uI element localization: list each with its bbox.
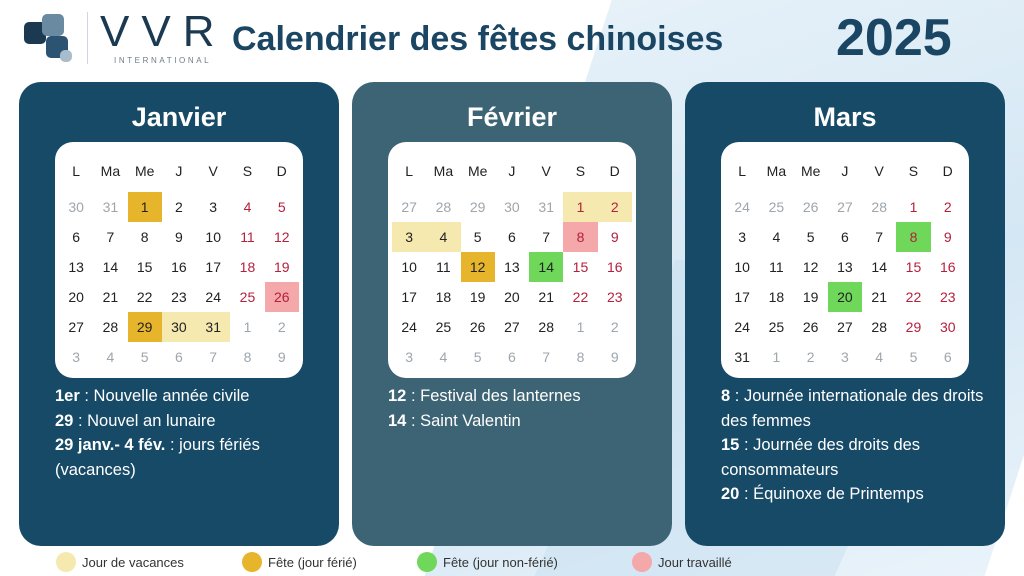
day-cell: 16 <box>939 259 956 275</box>
note-date: 12 <box>388 387 407 405</box>
day-cell: 24 <box>205 289 221 305</box>
brand-name: VVR <box>100 7 227 56</box>
day-cell: 3 <box>72 349 81 365</box>
day-cell: 1 <box>909 199 918 215</box>
day-cell: 25 <box>768 319 785 335</box>
day-cell: 19 <box>273 259 290 275</box>
day-cell: 1 <box>128 192 162 222</box>
month-title: Mars <box>813 102 877 132</box>
month-notes <box>721 384 997 507</box>
weekday-label: Me <box>467 163 488 179</box>
weekday-label: D <box>609 163 620 179</box>
weekday-label: D <box>276 163 287 179</box>
day-cell: 27 <box>401 199 417 215</box>
page-header <box>0 0 1024 80</box>
day-cell: 5 <box>909 349 918 365</box>
weekday-label: V <box>874 163 884 179</box>
day-cell: 24 <box>401 319 417 335</box>
day-cell: 26 <box>265 282 299 312</box>
day-cell: 25 <box>239 289 256 305</box>
weekday-label: Ma <box>433 163 454 179</box>
day-cell: 15 <box>136 259 153 275</box>
day-cell: 22 <box>905 289 922 305</box>
day-cell: 21 <box>102 289 119 305</box>
day-cell: 7 <box>875 229 884 245</box>
day-cell: 30 <box>504 199 520 215</box>
day-cell: 6 <box>943 349 952 365</box>
legend-swatch-icon <box>56 552 76 572</box>
note-item <box>721 482 997 507</box>
brand-subtitle: INTERNATIONAL <box>114 56 212 65</box>
week-row <box>392 282 632 312</box>
day-cell: 2 <box>610 319 619 335</box>
day-cell: 2 <box>943 199 952 215</box>
day-cell: 9 <box>943 229 952 245</box>
day-cell: 26 <box>802 319 819 335</box>
day-cell: 20 <box>828 282 862 312</box>
day-cell: 1 <box>563 192 597 222</box>
day-cell: 7 <box>542 229 551 245</box>
day-cell: 28 <box>871 199 887 215</box>
week-row <box>392 192 632 222</box>
day-cell: 30 <box>162 312 196 342</box>
month-notes <box>55 384 331 482</box>
note-date: 29 janv.- 4 fév. <box>55 436 166 454</box>
note-item <box>55 433 331 482</box>
note-date: 20 <box>721 485 740 503</box>
weekday-label: D <box>942 163 953 179</box>
day-cell: 24 <box>734 199 750 215</box>
day-cell: 13 <box>68 259 84 275</box>
note-text: : Festival des lanternes <box>406 387 581 405</box>
day-cell: 29 <box>469 199 486 215</box>
day-cell: 25 <box>768 199 785 215</box>
day-cell: 10 <box>734 259 750 275</box>
day-cell: 5 <box>806 229 815 245</box>
day-cell: 1 <box>772 349 781 365</box>
day-cell: 4 <box>875 349 884 365</box>
day-cell: 10 <box>205 229 221 245</box>
day-cell: 15 <box>572 259 589 275</box>
day-cell: 7 <box>106 229 115 245</box>
day-cell: 29 <box>128 312 162 342</box>
week-row <box>59 342 299 372</box>
day-cell: 9 <box>175 229 183 245</box>
day-cell: 5 <box>473 349 482 365</box>
day-cell: 9 <box>277 349 286 365</box>
day-cell: 29 <box>905 319 922 335</box>
legend-swatch-icon <box>242 552 262 572</box>
week-row <box>392 342 632 372</box>
day-cell: 6 <box>841 229 849 245</box>
legend-item <box>56 552 184 572</box>
day-cell: 26 <box>469 319 486 335</box>
day-cell: 4 <box>106 349 115 365</box>
day-cell: 12 <box>273 229 290 245</box>
note-text: : Nouvel an lunaire <box>73 411 216 430</box>
day-cell: 7 <box>542 349 551 365</box>
week-row <box>725 252 965 282</box>
day-cell: 11 <box>240 229 255 245</box>
week-row <box>392 252 632 282</box>
note-item <box>55 409 331 434</box>
day-cell: 8 <box>576 349 585 365</box>
day-cell: 28 <box>102 319 119 335</box>
note-date: 15 <box>721 436 740 454</box>
day-cell: 21 <box>871 289 887 305</box>
day-cell: 25 <box>435 319 452 335</box>
day-cell: 16 <box>606 259 623 275</box>
day-cell: 27 <box>837 319 853 335</box>
day-cell: 8 <box>563 222 597 252</box>
month-card-mars <box>685 82 1005 546</box>
day-cell: 19 <box>469 289 486 305</box>
note-date: 1er <box>55 387 80 405</box>
day-cell: 28 <box>538 319 554 335</box>
weekday-label: L <box>738 163 747 179</box>
day-cell: 22 <box>572 289 589 305</box>
day-cell: 17 <box>401 289 417 305</box>
day-cell: 2 <box>806 349 815 365</box>
weekday-label: Me <box>800 163 821 179</box>
note-item <box>388 409 664 434</box>
weekday-label: S <box>908 163 919 179</box>
week-row <box>59 192 299 222</box>
day-cell: 5 <box>277 199 286 215</box>
legend-label: Jour de vacances <box>82 554 184 570</box>
week-row <box>392 312 632 342</box>
note-text: : Saint Valentin <box>406 411 521 430</box>
month-title: Janvier <box>131 102 227 132</box>
note-text: : Équinoxe de Printemps <box>739 485 924 503</box>
week-row <box>59 282 299 312</box>
day-cell: 11 <box>436 259 451 275</box>
legend-label: Fête (jour non-férié) <box>443 554 558 570</box>
day-cell: 27 <box>68 319 84 335</box>
day-cell: 2 <box>598 192 632 222</box>
day-cell: 5 <box>473 229 482 245</box>
calendar-grid <box>721 142 969 378</box>
note-date: 14 <box>388 411 407 430</box>
note-date: 8 <box>721 387 731 405</box>
legend-item <box>632 552 732 572</box>
day-cell: 3 <box>738 229 747 245</box>
week-row <box>392 222 632 252</box>
weekday-label: S <box>242 163 253 179</box>
day-cell: 14 <box>529 252 563 282</box>
note-item <box>55 384 331 409</box>
weekday-label: V <box>208 163 218 179</box>
legend-label: Jour travaillé <box>658 554 732 570</box>
page-title: Calendrier des fêtes chinoises <box>232 20 724 58</box>
week-row <box>59 222 299 252</box>
day-cell: 20 <box>504 289 520 305</box>
day-cell: 30 <box>939 319 956 335</box>
weekday-label: Ma <box>100 163 121 179</box>
day-cell: 15 <box>905 259 922 275</box>
day-cell: 17 <box>734 289 750 305</box>
day-cell: 27 <box>837 199 853 215</box>
vvr-logo-icon <box>24 14 76 64</box>
legend-swatch-icon <box>632 552 652 572</box>
day-cell: 24 <box>734 319 750 335</box>
month-card-fevrier <box>352 82 672 546</box>
note-item <box>388 384 664 409</box>
day-cell: 6 <box>508 229 516 245</box>
weekday-label: J <box>175 163 183 179</box>
day-cell: 23 <box>939 289 956 305</box>
note-text: : Journée des droits des consommateurs <box>721 436 921 479</box>
day-cell: 6 <box>175 349 183 365</box>
day-cell: 12 <box>461 252 495 282</box>
day-cell: 3 <box>209 199 218 215</box>
note-item <box>721 433 997 482</box>
weekday-label: Ma <box>766 163 787 179</box>
day-cell: 4 <box>426 222 460 252</box>
weekday-label: S <box>575 163 586 179</box>
day-cell: 3 <box>841 349 849 365</box>
day-cell: 1 <box>576 319 585 335</box>
day-cell: 31 <box>734 349 750 365</box>
legend-label: Fête (jour férié) <box>268 554 357 570</box>
month-card-janvier <box>19 82 339 546</box>
week-row <box>725 222 965 252</box>
note-item <box>721 384 997 433</box>
day-cell: 2 <box>277 319 286 335</box>
day-cell: 13 <box>837 259 853 275</box>
day-cell: 31 <box>102 199 119 215</box>
calendar-grid <box>55 142 303 378</box>
weekday-label: L <box>405 163 414 179</box>
month-notes <box>388 384 664 433</box>
weekday-label: J <box>508 163 516 179</box>
weekday-header <box>59 160 299 182</box>
legend <box>0 548 1024 576</box>
day-cell: 13 <box>504 259 520 275</box>
day-cell: 3 <box>405 349 414 365</box>
note-text: : jours fériés (vacances) <box>55 436 260 479</box>
legend-item <box>242 552 357 572</box>
day-cell: 20 <box>68 289 84 305</box>
legend-item <box>417 552 558 572</box>
day-cell: 18 <box>239 259 256 275</box>
legend-swatch-icon <box>417 552 437 572</box>
weekday-label: L <box>72 163 81 179</box>
day-cell: 5 <box>140 349 149 365</box>
month-title: Février <box>466 102 558 132</box>
day-cell: 31 <box>538 199 554 215</box>
day-cell: 21 <box>538 289 554 305</box>
day-cell: 12 <box>802 259 819 275</box>
weekday-header <box>392 160 632 182</box>
day-cell: 10 <box>401 259 417 275</box>
weekday-header <box>725 160 965 182</box>
logo-divider <box>87 12 88 64</box>
note-date: 29 <box>55 411 74 430</box>
day-cell: 3 <box>392 222 426 252</box>
day-cell: 28 <box>435 199 452 215</box>
week-row <box>59 252 299 282</box>
day-cell: 8 <box>140 229 149 245</box>
calendar-grid <box>388 142 636 378</box>
day-cell: 23 <box>606 289 623 305</box>
day-cell: 7 <box>209 349 218 365</box>
day-cell: 4 <box>772 229 781 245</box>
day-cell: 30 <box>68 199 84 215</box>
day-cell: 6 <box>508 349 516 365</box>
note-text: : Nouvelle année civile <box>79 387 250 405</box>
day-cell: 17 <box>205 259 221 275</box>
week-row <box>725 342 965 372</box>
weekday-label: Me <box>134 163 155 179</box>
day-cell: 9 <box>610 229 619 245</box>
week-row <box>725 192 965 222</box>
day-cell: 8 <box>243 349 252 365</box>
day-cell: 11 <box>769 259 784 275</box>
note-text: : Journée internationale des droits des femmes <box>721 387 984 430</box>
day-cell: 8 <box>896 222 930 252</box>
day-cell: 26 <box>802 199 819 215</box>
week-row <box>725 312 965 342</box>
week-row <box>59 312 299 342</box>
day-cell: 31 <box>196 312 230 342</box>
day-cell: 16 <box>171 259 187 275</box>
week-row <box>725 282 965 312</box>
day-cell: 4 <box>439 349 448 365</box>
weekday-label: V <box>541 163 551 179</box>
day-cell: 1 <box>243 319 252 335</box>
day-cell: 2 <box>175 199 183 215</box>
day-cell: 27 <box>504 319 520 335</box>
day-cell: 28 <box>871 319 887 335</box>
year-label: 2025 <box>836 9 952 67</box>
day-cell: 18 <box>435 289 452 305</box>
day-cell: 19 <box>802 289 819 305</box>
day-cell: 23 <box>171 289 187 305</box>
day-cell: 22 <box>136 289 153 305</box>
day-cell: 14 <box>102 259 119 275</box>
day-cell: 4 <box>243 199 252 215</box>
day-cell: 14 <box>871 259 887 275</box>
day-cell: 9 <box>610 349 619 365</box>
day-cell: 6 <box>72 229 81 245</box>
day-cell: 18 <box>768 289 785 305</box>
weekday-label: J <box>841 163 849 179</box>
